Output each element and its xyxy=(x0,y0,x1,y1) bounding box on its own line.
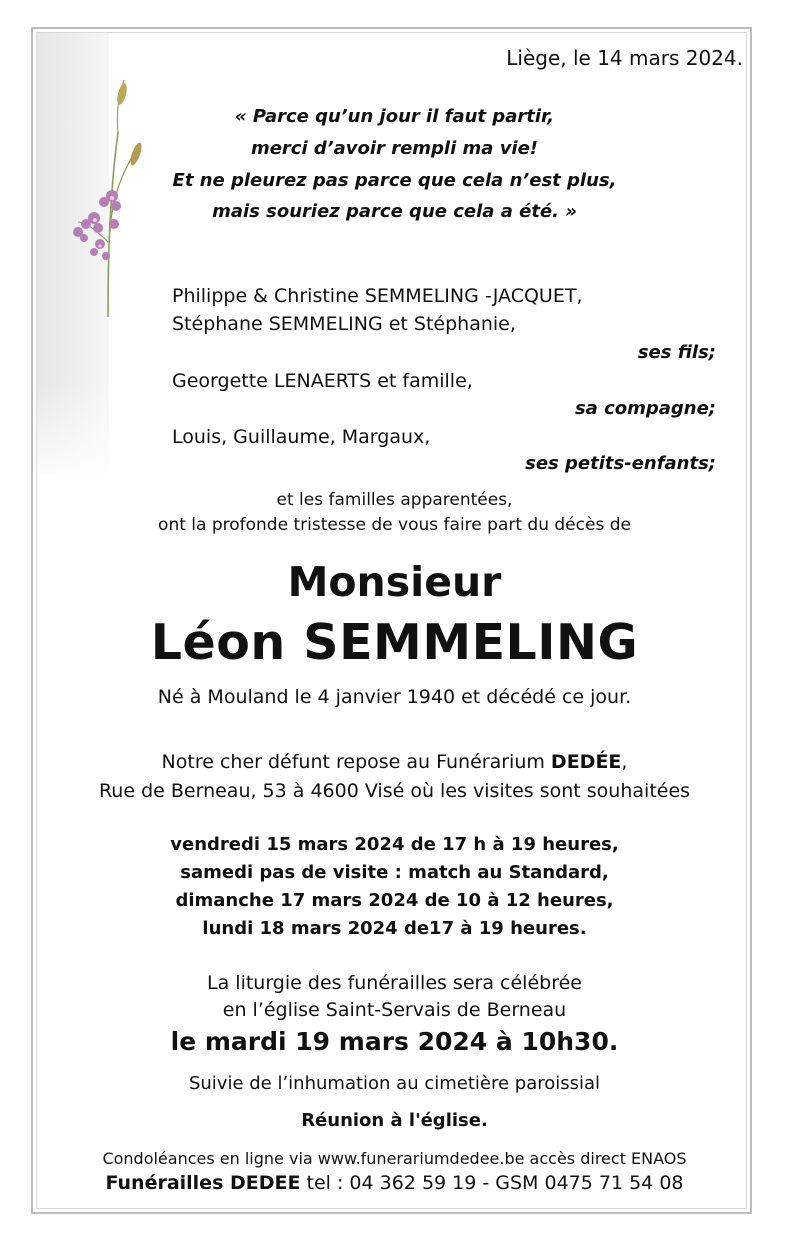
company-contact-line xyxy=(0,1172,789,1194)
visit-line-3: dimanche 17 mars 2024 de 10 à 12 heures, xyxy=(175,890,614,911)
funerarium-line-1 xyxy=(0,751,789,773)
visit-line-4: lundi 18 mars 2024 de17 à 19 heures. xyxy=(202,918,587,939)
quote-line-2: merci d’avoir rempli ma vie! xyxy=(250,138,539,159)
phone-numbers: tel : 04 362 59 19 - GSM 0475 71 54 08 xyxy=(300,1172,684,1194)
visit-line-2: samedi pas de visite : match au Standard, xyxy=(180,862,609,883)
funerarium-address: Rue de Berneau, 53 à 4600 Visé où les visites sont souhaitées xyxy=(98,780,691,802)
liturgy-line-1: La liturgie des funérailles sera célébrée xyxy=(207,972,582,994)
companion-line: Georgette LENAERTS et famille, xyxy=(172,370,473,392)
visit-line-1: vendredi 15 mars 2024 de 17 h à 19 heures, xyxy=(170,834,619,855)
deceased-title: Monsieur xyxy=(287,558,502,606)
announcement-line: ont la profonde tristesse de vous faire part du décès de xyxy=(158,515,631,535)
birth-death-line: Né à Mouland le 4 janvier 1940 et décédé ce jour. xyxy=(157,686,632,708)
companion-relation: sa compagne; xyxy=(574,398,716,419)
liturgy-datetime: le mardi 19 mars 2024 à 10h30. xyxy=(170,1027,619,1056)
liturgy-line-2: en l’église Saint-Servais de Berneau xyxy=(222,999,567,1021)
reunion-line: Réunion à l'église. xyxy=(301,1110,488,1131)
condolences-line: Condoléances en ligne via www.funerariumdedee.be accès direct ENAOS xyxy=(102,1149,687,1168)
quote-line-4: mais souriez parce que cela a été. » xyxy=(212,201,577,222)
date-line: Liège, le 14 mars 2024. xyxy=(506,46,743,70)
related-families-line: et les familles apparentées, xyxy=(276,490,513,510)
burial-line: Suivie de l’inhumation au cimetière paroissial xyxy=(188,1073,601,1094)
sons-line-2: Stéphane SEMMELING et Stéphanie, xyxy=(172,313,516,335)
grandchildren-relation: ses petits-enfants; xyxy=(525,453,716,474)
side-band-fade xyxy=(37,380,109,490)
funerarium-name: DEDÉE xyxy=(550,751,622,773)
sons-line-1: Philippe & Christine SEMMELING -JACQUET, xyxy=(172,285,583,307)
deceased-name: Léon SEMMELING xyxy=(150,614,639,671)
funerarium-intro: Notre cher défunt repose au Funérarium xyxy=(161,751,551,773)
quote-line-3: Et ne pleurez pas parce que cela n’est plus, xyxy=(172,170,617,191)
funerarium-comma: , xyxy=(621,751,628,773)
grandchildren-line: Louis, Guillaume, Margaux, xyxy=(172,426,431,448)
quote-line-1: « Parce qu’un jour il faut partir, xyxy=(234,106,555,127)
sons-relation: ses fils; xyxy=(637,342,716,363)
company-name: Funérailles DEDEE xyxy=(105,1172,301,1194)
